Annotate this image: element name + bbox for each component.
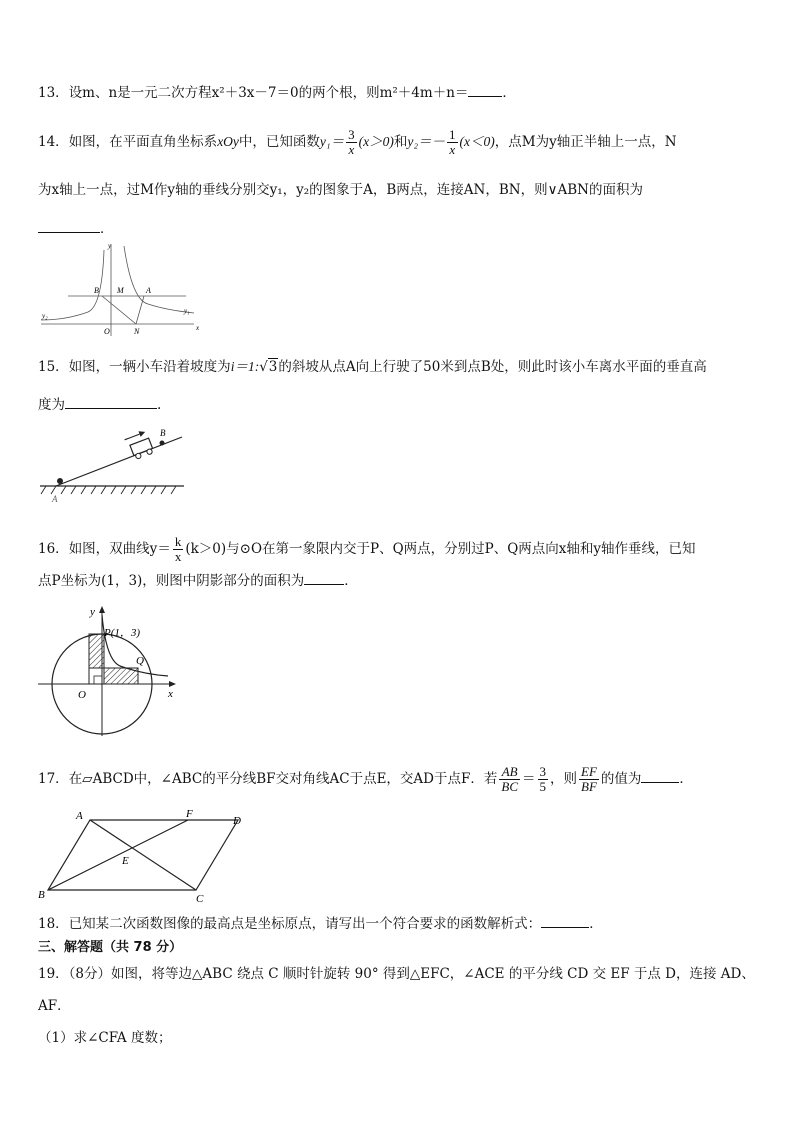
figure-16-circle-hyperbola <box>36 600 186 738</box>
x-arrow <box>169 681 176 687</box>
question-19-sub1: （1）求∠CFA 度数； <box>38 1030 172 1046</box>
label-O: O <box>78 689 86 701</box>
label-A: A <box>146 286 151 295</box>
label-A: A <box>52 494 58 504</box>
fraction-k-over-x: $\frac{k}{x}$ <box>174 534 182 564</box>
question-14-line2: 为x轴上一点，过M作y轴的垂线分别交y₁，y₂的图象于A，B两点，连接AN，BN，则∨ABN的面积为 <box>38 182 643 198</box>
label-M: M <box>117 286 124 295</box>
label-y2: y₂ <box>42 312 48 320</box>
label-C: C <box>196 893 204 905</box>
sqrt-symbol: √ <box>259 359 268 375</box>
question-13: 13．设m、n是一元二次方程x²＋3x－7＝0的两个根，则m²＋4m＋n＝ ． <box>38 82 516 103</box>
label-B: B <box>94 286 99 295</box>
answer-blank-16[interactable] <box>304 570 344 585</box>
y-arrow <box>99 606 105 613</box>
question-18: 18．已知某二次函数图像的最高点是坐标原点，请写出一个符合要求的函数解析式： ． <box>38 913 603 934</box>
ground-hatching <box>41 486 176 494</box>
segment-BN <box>102 296 136 324</box>
question-15-line1: 15．如图，一辆小车沿着坡度为i＝1:√3的斜坡从点A向上行驶了50米到点B处，则此时该小车离水平面的垂直高 <box>38 359 707 375</box>
question-16-line2: 点P坐标为(1，3)，则图中阴影部分的面积为 ． <box>38 570 358 591</box>
question-14-line1: 14．如图，在平面直角坐标系xOy中，已知函数y₁＝ $\frac{3}{x}$ (x＞0)和y₂＝－ $\frac{1}{x}$ (x＜0)，点M为y轴正半轴上一点，N <box>38 127 677 157</box>
cart <box>124 429 155 461</box>
label-y: y <box>108 242 112 250</box>
hyperbola-curve <box>102 615 168 676</box>
question-14-line3: ． <box>38 218 114 239</box>
question-19-line2: AF． <box>38 998 71 1014</box>
label-D: D <box>233 815 241 827</box>
section-heading: 三、解答题（共 78 分） <box>38 940 183 955</box>
label-E: E <box>122 855 129 867</box>
point-A <box>57 478 63 484</box>
label-y: y <box>90 606 95 618</box>
answer-blank-18[interactable] <box>541 913 589 928</box>
figure-17-parallelogram <box>36 806 256 906</box>
fraction-AB-over-BC: $\frac{AB}{BC}$ <box>501 764 518 794</box>
answer-blank-13[interactable] <box>468 82 502 97</box>
question-16-line1: 16．如图，双曲线y＝ $\frac{k}{x}$ (k＞0)与⊙O在第一象限内交于P、Q两点，分别过P、Q两点向x轴和y轴作垂线，已知 <box>38 534 696 564</box>
diagonal-AC <box>90 820 196 890</box>
figure-15-slope-cart <box>38 420 188 505</box>
fraction-1-over-x: $\frac{1}{x}$ <box>449 127 456 157</box>
q13-text: 设m、n是一元二次方程x²＋3x－7＝0的两个根，则m²＋4m＋n＝ <box>68 85 469 101</box>
fraction-3-over-5: $\frac{3}{5}$ <box>539 764 546 794</box>
label-F: F <box>186 808 193 820</box>
shaded-region-left <box>89 634 104 668</box>
figure-14-hyperbola-graph <box>36 240 206 340</box>
fraction-3-over-x: $\frac{3}{x}$ <box>348 127 355 157</box>
label-x: x <box>168 688 173 700</box>
answer-blank-17[interactable] <box>641 768 679 783</box>
answer-blank-14[interactable] <box>38 218 100 233</box>
label-A: A <box>76 810 83 822</box>
label-x: x <box>196 324 200 332</box>
label-P: P(1，3) <box>104 627 141 639</box>
right-angle-mark <box>94 676 102 684</box>
label-B: B <box>38 889 45 901</box>
label-O: O <box>104 327 110 336</box>
point-B <box>160 441 165 446</box>
answer-blank-15[interactable] <box>65 394 157 409</box>
label-y1: y₁ <box>184 307 190 315</box>
question-15-line2: 度为 . <box>38 394 161 415</box>
fraction-EF-over-BF: $\frac{EF}{BF}$ <box>581 764 597 794</box>
label-Q: Q <box>136 655 144 667</box>
curve-y1 <box>124 246 194 313</box>
label-N: N <box>134 327 140 336</box>
question-19-line1: 19．（8分）如图，将等边△ABC 绕点 C 顺时针旋转 90° 得到△EFC，∠ACE 的平分线 CD 交 EF 于点 D，连接 AD、 <box>38 966 755 982</box>
curve-y2 <box>41 250 104 320</box>
segment-AN <box>136 296 144 324</box>
label-B: B <box>160 428 166 438</box>
question-17: 17．在▱ABCD中，∠ABC的平分线BF交对角线AC于点E，交AD于点F．若 $\frac{AB}{BC}$ ＝ $\frac{3}{5}$ ，则 $\frac{EF}{BF}$ 的值为 ． <box>38 764 693 794</box>
